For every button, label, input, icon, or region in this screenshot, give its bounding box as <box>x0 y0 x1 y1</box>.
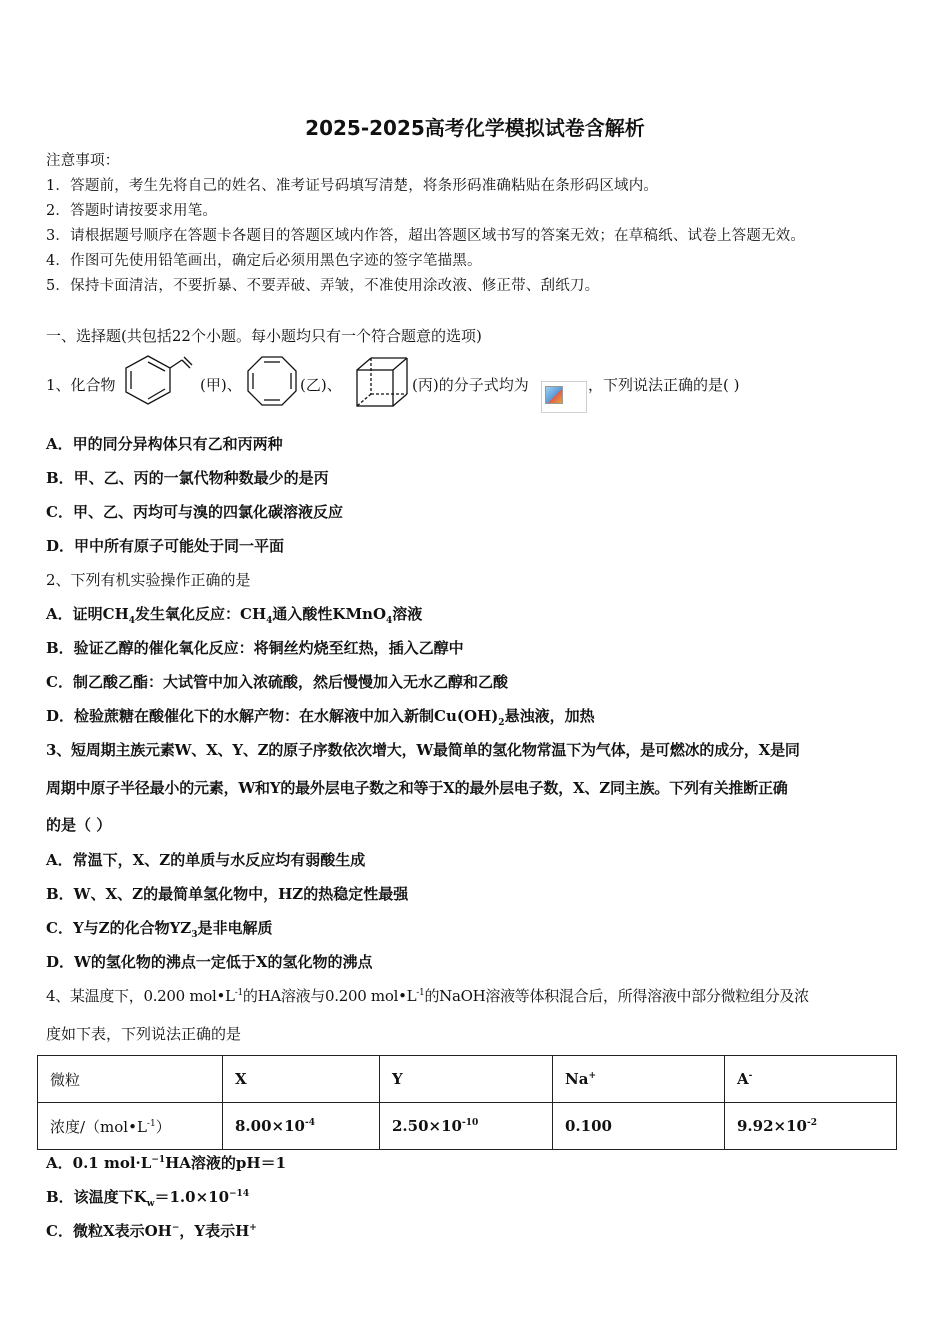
q2-option-d: D．检验蔗糖在酸催化下的水解产物：在水解液中加入新制$Cu(OH)_2$悬浊液，加热 <box>46 707 595 728</box>
table-header-cell: Na+ <box>553 1056 725 1103</box>
q3-option-d: D．W的氢化物的沸点一定低于X的氢化物的沸点 <box>46 953 373 971</box>
table-header-cell: X <box>223 1056 380 1103</box>
table-header-cell: A- <box>725 1056 897 1103</box>
q4-stem-line: 度如下表，下列说法正确的是 <box>46 1025 242 1043</box>
table-cell: $9.92\times 10^{-2}$ <box>725 1103 897 1150</box>
broken-image-icon <box>545 386 563 404</box>
q2-option-a: A．证明$CH_4$发生氧化反应：$CH_4$通入酸性KMnO$_4$溶液 <box>46 605 423 626</box>
q1-prefix: 1、化合物 <box>46 376 116 394</box>
q4-stem-line: 4、某温度下，0.200 $mol•L^{-1}$的HA溶液与0.200 $mol•L^{-1}$的NaOH溶液等体积混合后，所得溶液中部分微粒组分及浓 <box>46 987 809 1005</box>
q2-stem: 2、下列有机实验操作正确的是 <box>46 571 251 589</box>
notice-item: 1．答题前，考生先将自己的姓名、准考证号码填写清楚，将条形码准确粘贴在条形码区域内。 <box>46 178 659 194</box>
q1-yi-label: (乙)、 <box>300 376 342 394</box>
q4-option-c: C．微粒X表示OH−，Y表示H+ <box>46 1222 257 1240</box>
notice-item: 5．保持卡面清洁，不要折暴、不要弄破、弄皱，不准使用涂改液、修正带、刮纸刀。 <box>46 278 600 294</box>
table-header-cell: 微粒 <box>38 1056 223 1103</box>
section-heading: 一、选择题(共包括22个小题。每小题均只有一个符合题意的选项) <box>46 327 482 345</box>
q1-option-c: C．甲、乙、丙均可与溴的四氯化碳溶液反应 <box>46 503 343 521</box>
table-header-cell: Y <box>380 1056 553 1103</box>
q3-option-c: C．Y与Z的化合物$YZ_3$是非电解质 <box>46 919 273 940</box>
formula-image-placeholder <box>541 381 587 413</box>
q2-option-c: C．制乙酸乙酯：大试管中加入浓硫酸，然后慢慢加入无水乙醇和乙酸 <box>46 673 508 691</box>
page-title: 2025-2025高考化学模拟试卷含解析 <box>305 116 645 140</box>
table-cell: $8.00\times 10^{-4}$ <box>223 1103 380 1150</box>
notice-item: 3．请根据题号顺序在答题卡各题目的答题区域内作答，超出答题区域书写的答案无效；在草稿纸、试卷上答题无效。 <box>46 228 806 244</box>
q1-suffix: ，下列说法正确的是( ) <box>588 376 740 394</box>
styrene-structure-icon <box>120 354 198 408</box>
q1-option-a: A．甲的同分异构体只有乙和丙两种 <box>46 435 283 453</box>
table-cell: 0.100 <box>553 1103 725 1150</box>
cyclooctatetraene-structure-icon <box>246 355 298 407</box>
q1-bing-label: (丙)的分子式均为 <box>412 376 529 394</box>
q1-jia-label: (甲)、 <box>200 376 242 394</box>
table-row-label: 浓度$/(mol•L^{-1})$ <box>38 1103 223 1150</box>
notice-item: 2．答题时请按要求用笔。 <box>46 203 218 219</box>
q3-stem-line: 3、短周期主族元素W、X、Y、Z的原子序数依次增大，W最简单的氢化物常温下为气体，是可燃冰的成分，X是同 <box>46 741 800 759</box>
q3-stem-line: 的是（ ） <box>46 816 112 834</box>
notice-heading: 注意事项： <box>46 153 120 169</box>
cubane-structure-icon <box>355 356 409 408</box>
q3-stem-line: 周期中原子半径最小的元素，W和Y的最外层电子数之和等于X的最外层电子数，X、Z同主族。下列有关推断正确 <box>46 779 788 797</box>
table-row <box>38 1103 897 1150</box>
q1-option-d: D．甲中所有原子可能处于同一平面 <box>46 537 285 555</box>
q2-option-b: B．验证乙醇的催化氧化反应：将铜丝灼烧至红热，插入乙醇中 <box>46 639 464 657</box>
table-header-row <box>38 1056 897 1103</box>
notice-item: 4．作图可先使用铅笔画出，确定后必须用黑色字迹的签字笔描黑。 <box>46 253 482 269</box>
q4-option-a: A．0.1 $mol\cdot L^{-1}HA$溶液的pH＝1 <box>46 1154 287 1172</box>
concentration-table <box>37 1055 897 1150</box>
q3-option-a: A．常温下，X、Z的单质与水反应均有弱酸生成 <box>46 851 366 869</box>
table-cell: $2.50\times 10^{-10}$ <box>380 1103 553 1150</box>
q4-option-b: B．该温度下$K_w=1.0\times 10^{-14}$ <box>46 1188 250 1209</box>
q3-option-b: B．W、X、Z的最简单氢化物中，HZ的热稳定性最强 <box>46 885 409 903</box>
q1-option-b: B．甲、乙、丙的一氯代物种数最少的是丙 <box>46 469 329 487</box>
